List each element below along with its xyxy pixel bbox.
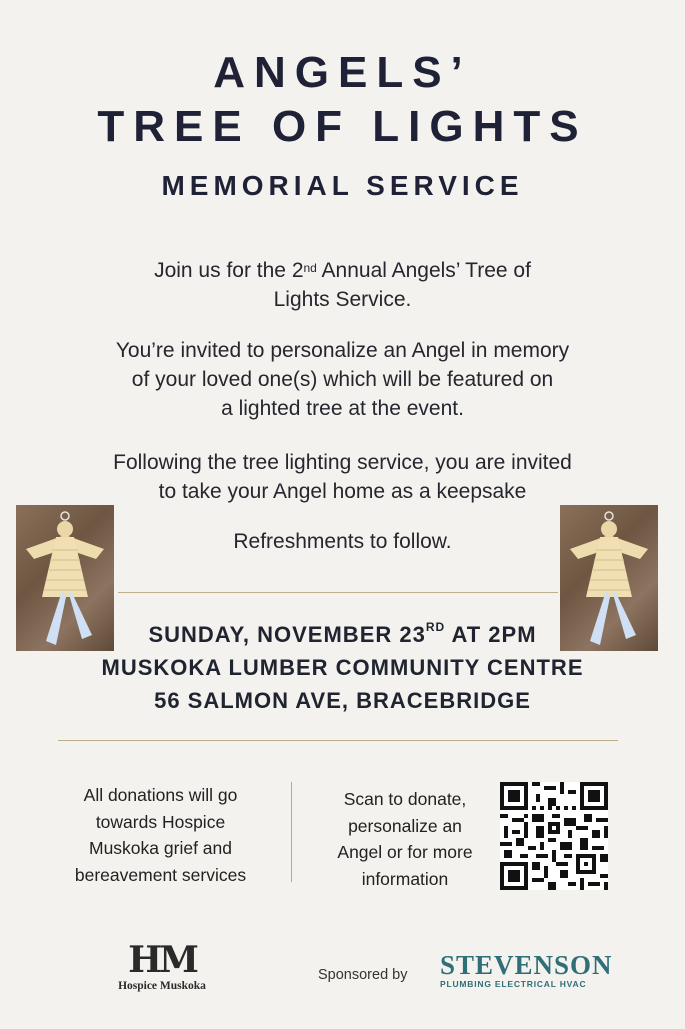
event-address: 56 SALMON AVE, BRACEBRIDGE — [154, 688, 531, 713]
sponsored-by-label: Sponsored by — [318, 967, 408, 983]
scan-info — [312, 786, 498, 892]
hospice-logo-mark: HM — [128, 939, 196, 981]
donation-info — [48, 782, 273, 888]
donation-line-4: bereavement services — [74, 864, 247, 885]
vertical-divider — [291, 782, 292, 882]
hospice-muskoka-logo — [98, 940, 226, 992]
intro-paragraph — [40, 256, 645, 314]
refreshments-text: Refreshments to follow. — [233, 530, 452, 553]
scan-line-2: personalize an — [348, 815, 462, 836]
invite-line-3: a lighted tree at the event. — [221, 397, 464, 420]
invite-line-1: You’re invited to personalize an Angel in memory — [115, 339, 570, 362]
event-date-b: AT 2PM — [445, 622, 537, 647]
event-date-a: SUNDAY, NOVEMBER 23 — [148, 622, 426, 647]
invite-line-2: of your loved one(s) which will be featured on — [131, 368, 554, 391]
divider-bottom — [58, 740, 618, 741]
event-date-superscript: RD — [425, 620, 446, 634]
donation-line-3: Muskoka grief and — [89, 838, 232, 858]
scan-line-1: Scan to donate, — [343, 789, 467, 809]
stevenson-logo — [440, 950, 613, 989]
intro-superscript: nd — [303, 261, 317, 275]
invite-paragraph — [40, 336, 645, 423]
keepsake-paragraph — [40, 448, 645, 506]
event-venue: MUSKOKA LUMBER COMMUNITY CENTRE — [101, 655, 584, 680]
scan-line-4: information — [361, 868, 449, 889]
donation-line-2: towards Hospice — [95, 811, 226, 832]
keepsake-line-1: Following the tree lighting service, you are invited — [113, 451, 572, 474]
event-date — [0, 622, 685, 648]
intro-text-c: Lights Service. — [273, 288, 412, 311]
intro-text-a: Join us for the 2 — [154, 259, 304, 282]
intro-text-b: Annual Angels’ Tree of — [316, 259, 531, 282]
keepsake-line-2: to take your Angel home as a keepsake — [158, 480, 527, 503]
title-line-2: TREE OF LIGHTS — [97, 102, 588, 151]
divider-top — [118, 592, 558, 593]
sponsor-subtitle: PLUMBING ELECTRICAL HVAC — [440, 979, 587, 989]
title-line-1: ANGELS’ — [213, 48, 472, 97]
sponsor-name: STEVENSON — [440, 950, 613, 980]
donation-line-1: All donations will go — [83, 785, 238, 805]
hospice-logo-name: Hospice Muskoka — [118, 980, 206, 992]
scan-line-3: Angel or for more — [337, 842, 473, 862]
qr-code-icon[interactable] — [500, 782, 608, 890]
subtitle: MEMORIAL SERVICE — [161, 170, 524, 201]
